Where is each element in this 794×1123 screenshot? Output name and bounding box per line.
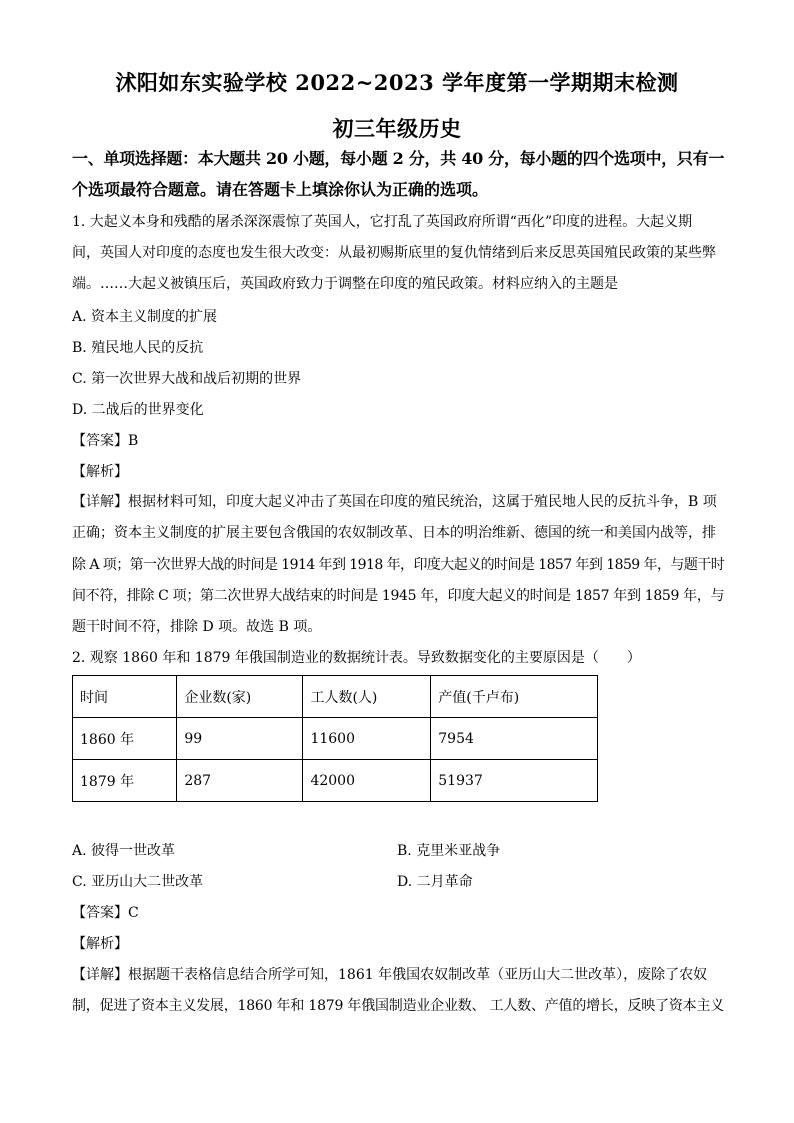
table-cell: 11600 bbox=[303, 718, 431, 760]
q2-option-a: A. 彼得一世改革 bbox=[72, 843, 176, 859]
q2-option-c: C. 亚历山大二世改革 bbox=[72, 874, 204, 890]
table-header-cell: 工人数(人) bbox=[303, 676, 431, 718]
q2-detail-line-1: 【详解】根据题干表格信息结合所学可知，1861 年俄国农奴制改革（亚历山大二世改革），废除了农奴 bbox=[72, 967, 708, 983]
q2-analysis-label: 【解析】 bbox=[72, 936, 128, 952]
q1-option-a: A. 资本主义制度的扩展 bbox=[72, 309, 218, 325]
q2-option-d: D. 二月革命 bbox=[397, 874, 473, 890]
q1-stem-line-2: 间，英国人对印度的态度也发生很大改变：从最初赐斯底里的复仇情绪到后来反思英国殖民政策的某些弊 bbox=[72, 245, 716, 261]
q2-answer: 【答案】C bbox=[72, 905, 139, 921]
table-cell: 7954 bbox=[431, 718, 598, 760]
q1-detail-line-4: 间不符，排除 C 项；第二次世界大战结束的时间是 1945 年，印度大起义的时间是 1857 年到 1859 年，与 bbox=[72, 588, 725, 604]
table-cell: 287 bbox=[177, 760, 303, 802]
q2-stem: 2. 观察 1860 年和 1879 年俄国制造业的数据统计表。导致数据变化的主要原因是（ ） bbox=[72, 650, 641, 666]
table-cell: 99 bbox=[177, 718, 303, 760]
table-header-row bbox=[73, 676, 598, 718]
q1-answer: 【答案】B bbox=[72, 433, 139, 449]
manufacturing-data-table bbox=[72, 675, 598, 802]
q1-option-c: C. 第一次世界大战和战后初期的世界 bbox=[72, 371, 302, 387]
q1-stem-line-1: 1. 大起义本身和残酷的屠杀深深震惊了英国人，它打乱了英国政府所谓“西化”印度的进程。大起义期 bbox=[72, 214, 693, 230]
table-header-cell: 时间 bbox=[73, 676, 177, 718]
q1-analysis-label: 【解析】 bbox=[72, 464, 128, 480]
exam-title: 沭阳如东实验学校 2022~2023 学年度第一学期期末检测 bbox=[115, 70, 679, 95]
q2-option-b: B. 克里米亚战争 bbox=[397, 843, 501, 859]
table-cell: 51937 bbox=[431, 760, 598, 802]
q1-stem-line-3: 端。……大起义被镇压后，英国政府致力于调整在印度的殖民政策。材料应纳入的主题是 bbox=[72, 276, 618, 292]
q1-option-d: D. 二战后的世界变化 bbox=[72, 402, 204, 418]
table-row bbox=[73, 760, 598, 802]
table-cell: 1860 年 bbox=[73, 718, 177, 760]
q1-detail-line-3: 除 A 项；第一次世界大战的时间是 1914 年到 1918 年，印度大起义的时间是 1857 年到 1859 年，与题干时 bbox=[72, 557, 725, 573]
q2-detail-line-2: 制，促进了资本主义发展，1860 年和 1879 年俄国制造业企业数、 工人数、产值的增长，反映了资本主义 bbox=[72, 998, 725, 1014]
section-heading-line-1: 一、单项选择题：本大题共 20 小题，每小题 2 分，共 40 分，每小题的四个选项中，只有一 bbox=[72, 149, 725, 168]
table-header-cell: 企业数(家) bbox=[177, 676, 303, 718]
table-header-cell: 产值(千卢布) bbox=[431, 676, 598, 718]
table-cell: 42000 bbox=[303, 760, 431, 802]
q1-detail-line-1: 【详解】根据材料可知，印度大起义冲击了英国在印度的殖民统治，这属于殖民地人民的反抗斗争，B 项 bbox=[72, 494, 717, 510]
table-cell: 1879 年 bbox=[73, 760, 177, 802]
q1-option-b: B. 殖民地人民的反抗 bbox=[72, 340, 204, 356]
table-row bbox=[73, 718, 598, 760]
q1-detail-line-5: 题干时间不符，排除 D 项。故选 B 项。 bbox=[72, 619, 322, 635]
section-heading-line-2: 个选项最符合题意。请在答题卡上填涂你认为正确的选项。 bbox=[72, 180, 489, 199]
exam-subtitle: 初三年级历史 bbox=[332, 116, 462, 141]
q1-detail-line-2: 正确；资本主义制度的扩展主要包含俄国的农奴制改革、日本的明治维新、德国的统一和美国内战等，排 bbox=[72, 525, 716, 541]
